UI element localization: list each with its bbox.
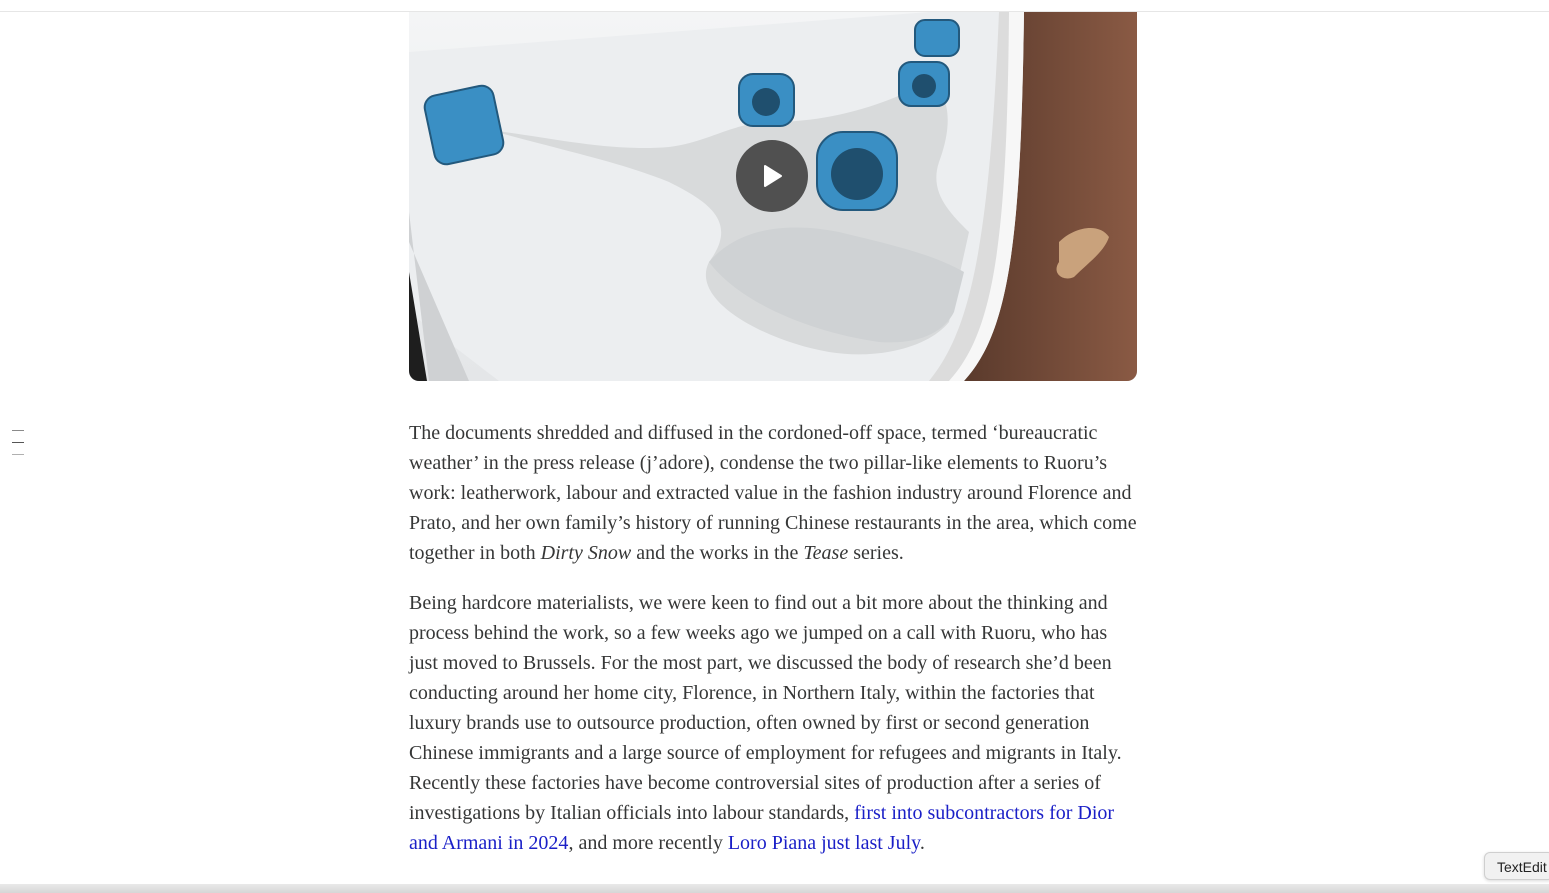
- paragraph-text: , and more recently: [568, 832, 728, 854]
- work-title: Dirty Snow: [540, 542, 632, 564]
- paragraph: [409, 588, 1139, 858]
- paragraph-text: Being hardcore materialists, we were keen to find out a bit more about the thinking and process behind the work, so a few weeks ago we jumped on a call with Ruoru, who has just moved to Brussels. For the most part, we discussed the body of research she’d been conducting around her home city, Florence, in Northern Italy, within the factories that luxury brands use to outsource production, often owned by first or second generation Chinese immigrants and a large source of employment for refugees and migrants in Italy. Recently these factories have become controversial sites of production after a series of investigations by Italian officials into labour standards,: [409, 592, 1122, 824]
- video-player[interactable]: [409, 12, 1137, 381]
- paragraph-text: series.: [848, 542, 904, 564]
- paragraph: [409, 418, 1139, 568]
- toc-line: [12, 442, 24, 443]
- paragraph-text: The documents shredded and diffused in the cordoned-off space, termed ‘bureaucratic weather’ in the press release (j’adore), condense the two pillar-like elements to Ruoru’s work: leatherwork, labour and extracted value in the fashion industry around Florence and Prato, and her own family’s history of running Chinese restaurants in the area, which come together in both: [409, 422, 1137, 564]
- table-of-contents-icon[interactable]: [12, 430, 26, 466]
- play-icon: [762, 164, 784, 188]
- series-title: Tease: [803, 542, 849, 564]
- bottom-bar: [0, 884, 1549, 893]
- toc-line: [12, 454, 24, 455]
- play-button[interactable]: [736, 140, 808, 212]
- paragraph-text: and the works in the: [631, 542, 804, 564]
- link-dior-armani[interactable]: first into subcontractors for Dior and Armani in 2024: [409, 802, 1115, 854]
- top-divider: [0, 0, 1549, 12]
- article-body: [409, 418, 1139, 878]
- textedit-tooltip: TextEdit: [1484, 852, 1549, 880]
- paragraph-text: .: [919, 832, 925, 854]
- toc-line: [12, 430, 24, 431]
- link-loro-piana[interactable]: Loro Piana just last July: [727, 832, 920, 854]
